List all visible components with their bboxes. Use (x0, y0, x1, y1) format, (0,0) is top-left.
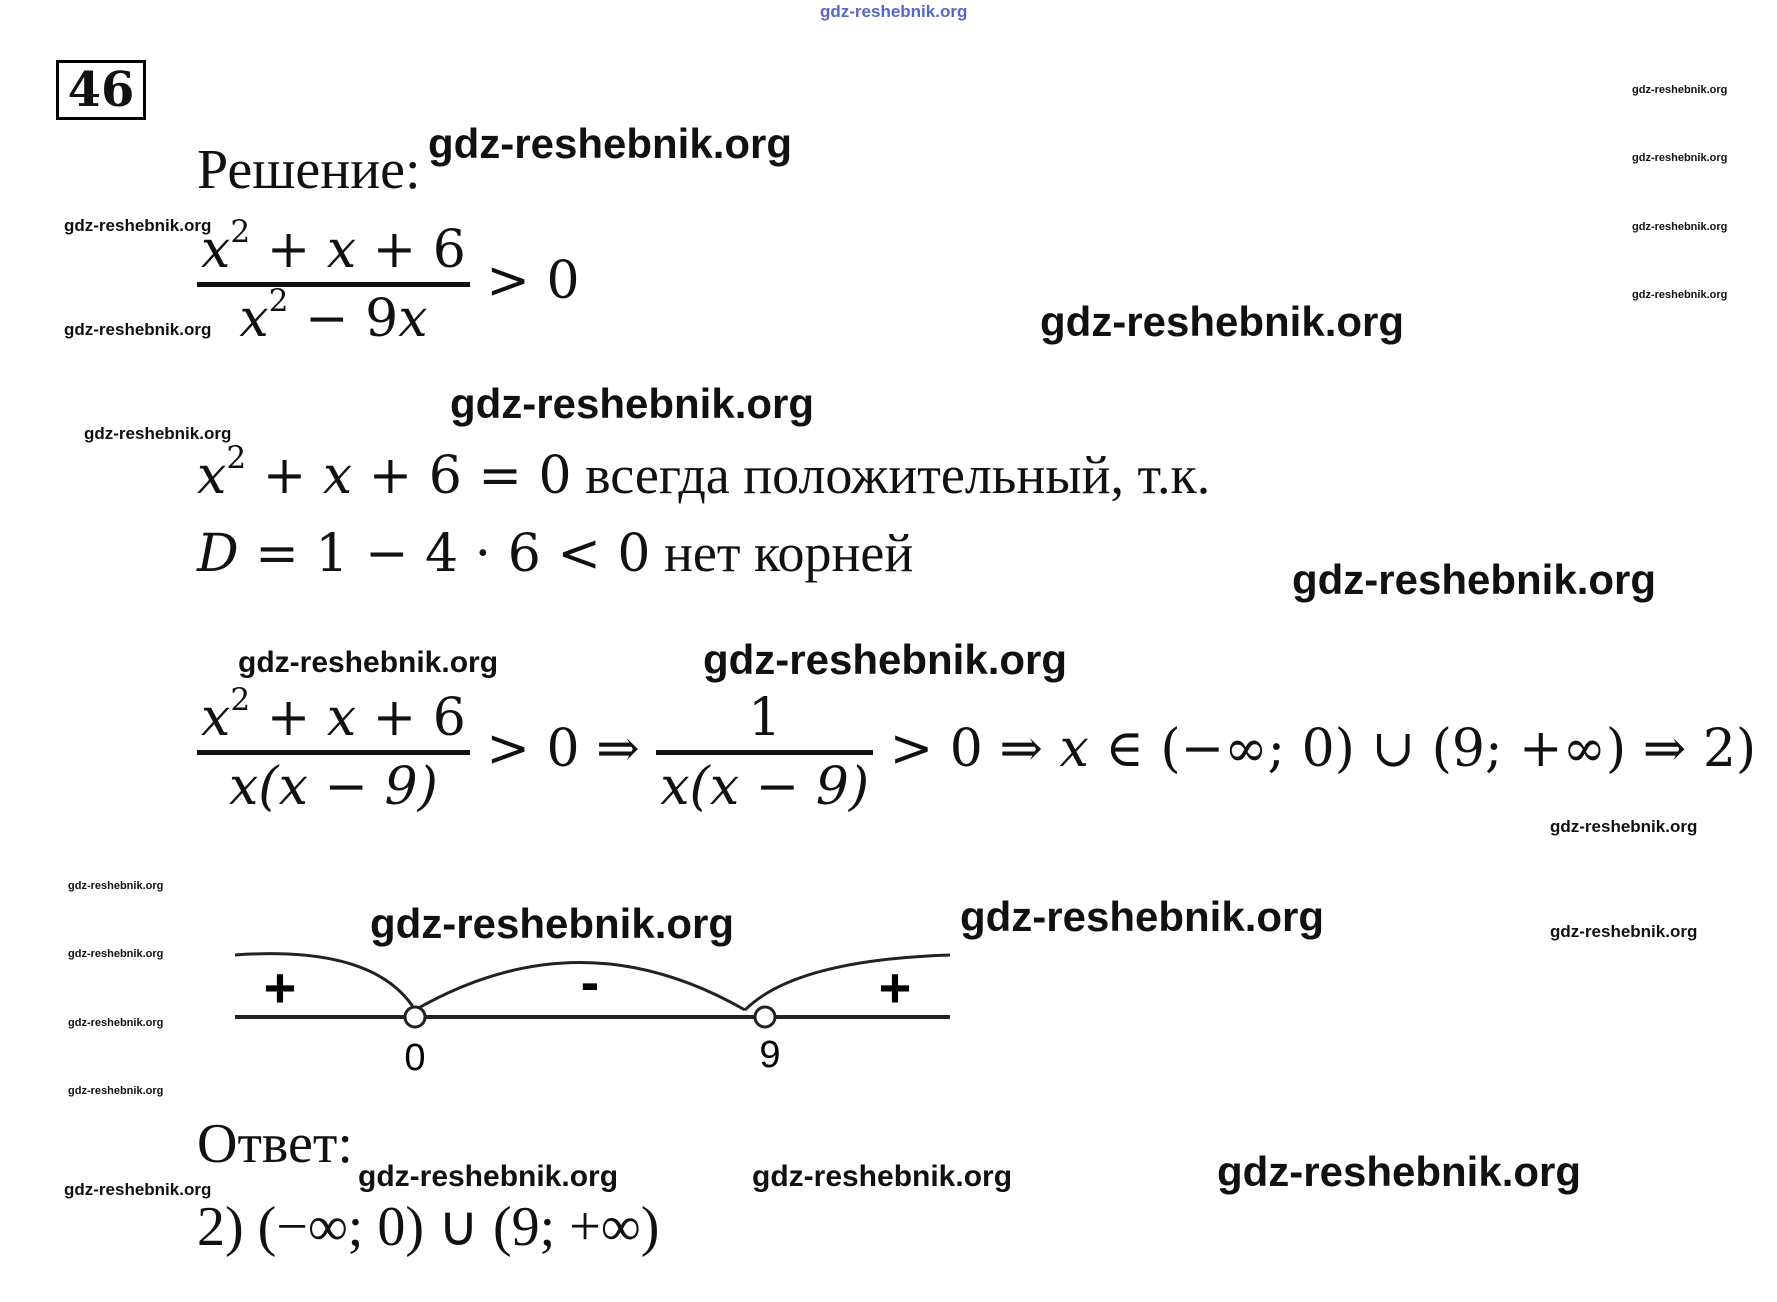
watermark: gdz-reshebnik.org (68, 1085, 164, 1097)
watermark: gdz-reshebnik.org (84, 424, 232, 443)
watermark: gdz-reshebnik.org (370, 900, 735, 947)
sign-chart (225, 935, 955, 1085)
watermark: gdz-reshebnik.org (68, 880, 164, 892)
watermark: gdz-reshebnik.org (64, 1180, 212, 1199)
watermark: gdz-reshebnik.org (960, 893, 1325, 940)
watermark: gdz-reshebnik.org (68, 1017, 164, 1029)
answer-value: 2) (−∞; 0) ∪ (9; +∞) (197, 1196, 660, 1258)
watermark: gdz-reshebnik.org (1632, 152, 1728, 164)
watermark: gdz-reshebnik.org (820, 2, 968, 21)
point-9-open (755, 1007, 775, 1027)
watermark: gdz-reshebnik.org (1040, 298, 1405, 345)
step-equivalent-inequality: $x^2 + x + 6$ x(x − 9) > 0 ⇒ 1 x(x − 9) > 0 ⇒ x ∈ (−∞; 0) ∪ (9; +∞) ⇒ 2) (197, 686, 1756, 819)
step-discriminant: D = 1 − 4 · 6 < 0 нет корней (197, 523, 914, 584)
point-0-open (405, 1007, 425, 1027)
point-label-9: 9 (759, 1034, 781, 1076)
arc-left (235, 954, 415, 1010)
inequality-fraction (197, 214, 470, 351)
watermark: gdz-reshebnik.org (752, 1160, 1013, 1193)
watermark: gdz-reshebnik.org (1632, 221, 1728, 233)
watermark: gdz-reshebnik.org (450, 380, 815, 427)
watermark: gdz-reshebnik.org (68, 948, 164, 960)
watermark: gdz-reshebnik.org (1632, 84, 1728, 96)
sign-minus: - (580, 950, 600, 1013)
watermark: gdz-reshebnik.org (64, 216, 212, 235)
step-positive-numerator: $x^2 + x + 6 = 0$ всегда положительный, т.к. (197, 440, 1211, 506)
watermark: gdz-reshebnik.org (238, 646, 499, 679)
sign-plus-left: + (263, 956, 297, 1019)
watermark: gdz-reshebnik.org (1550, 922, 1698, 941)
watermark: gdz-reshebnik.org (64, 320, 212, 339)
inequality-relation: > 0 (469, 251, 580, 311)
inequality-denominator: $x^2 - 9x$ (239, 283, 428, 349)
watermark: gdz-reshebnik.org (358, 1160, 619, 1193)
solution-heading: Решение: (197, 139, 421, 201)
watermark: gdz-reshebnik.org (1217, 1148, 1582, 1195)
point-label-0: 0 (404, 1037, 426, 1079)
problem-number: 46 (56, 60, 146, 120)
arc-right (745, 955, 950, 1010)
sign-plus-right: + (878, 956, 912, 1019)
answer-heading: Ответ: (197, 1113, 353, 1175)
watermark: gdz-reshebnik.org (703, 636, 1068, 683)
step3-fraction-2: 1 x(x − 9) (656, 686, 873, 819)
watermark: gdz-reshebnik.org (1632, 289, 1728, 301)
watermark: gdz-reshebnik.org (1292, 556, 1657, 603)
inequality (197, 214, 580, 351)
step3-fraction-1: $x^2 + x + 6$ x(x − 9) (197, 686, 470, 819)
watermark: gdz-reshebnik.org (1550, 817, 1698, 836)
watermark: gdz-reshebnik.org (428, 120, 793, 167)
inequality-numerator: $x^2 + x + 6$ (201, 214, 466, 280)
